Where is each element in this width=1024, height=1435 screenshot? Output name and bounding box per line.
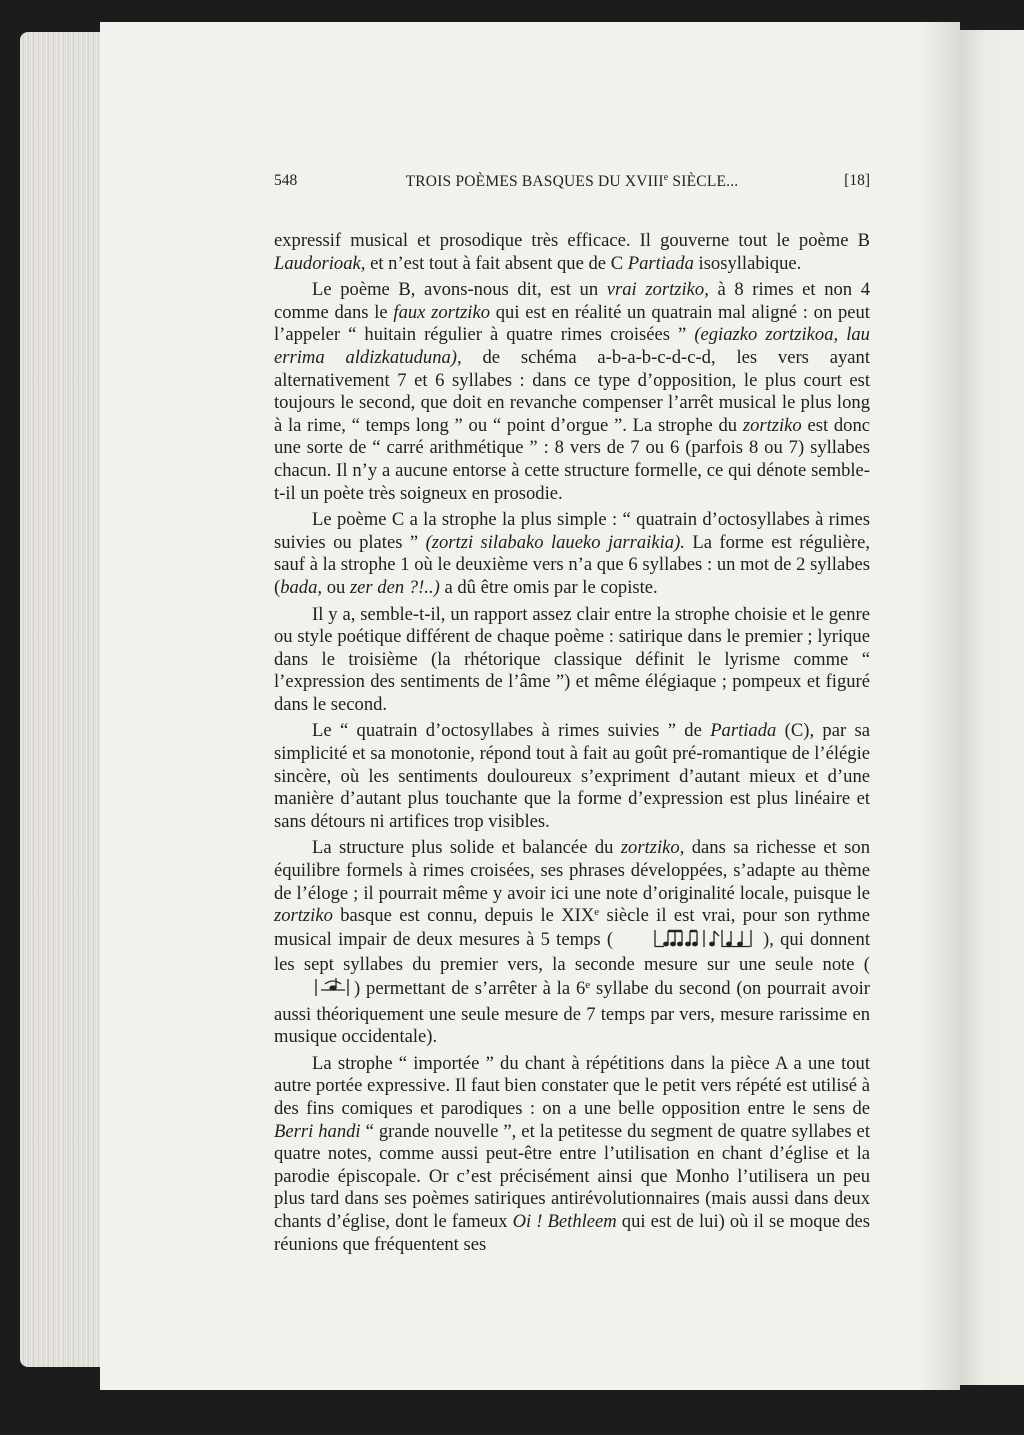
book-page-edges (20, 32, 112, 1367)
paragraph (274, 509, 870, 599)
italic-term: faux zortziko (393, 301, 491, 323)
text-run: isosyllabique. (693, 252, 802, 274)
text-run: basque est connu, depuis le XIX (332, 905, 595, 927)
text-run: siècle il est vrai, pour son rythme musical impair de deux mesures à 5 temps ( (274, 905, 870, 950)
text-run: syllabe du second (on pourrait avoir aussi théoriquement une seule mesure de 7 temps par vers, mesure rarissime en musique occidentale). (274, 978, 870, 1048)
text-run: ou (322, 576, 350, 598)
text-run: Le poème C a la strophe la plus simple : “ quatrain d’octosyllabes à rimes suivies ou plates ” (274, 509, 870, 553)
running-title: TROIS POÈMES BASQUES DU XVIIIe SIÈCLE... (405, 172, 739, 191)
text-run: dans sa richesse et son équilibre formels à rimes croisées, ses phrases développées, s’adapte au thème de l’éloge ; il pourrait même y avoir ici une note d’originalité locale, puisque le (274, 837, 870, 904)
italic-term: zortziko, (620, 837, 685, 859)
text-run: expressif musical et prosodique très efficace. Il gouverne tout le poème B (274, 230, 870, 251)
text-run: Il y a, semble-t-il, un rapport assez clair entre la strophe choisie et le genre ou style poétique différent de chaque poème : satirique dans le premier ; lyrique dans le troisième (la rhétorique classique définit le lyrisme comme “ l’expression des sentiments de l’âme ”) et même élégiaque ; pompeux et figuré dans le second. (274, 603, 870, 715)
running-header (274, 172, 870, 194)
italic-term: zortziko (742, 414, 802, 436)
italic-term: Partiada (710, 720, 777, 742)
text-run: à 8 rimes et non 4 comme dans le (274, 279, 871, 323)
body-text (274, 230, 870, 1260)
paragraph (274, 230, 870, 275)
facing-page (960, 30, 1024, 1385)
italic-term: Laudorioak, (274, 252, 366, 274)
superscript: e (594, 906, 600, 919)
music-note-icon (275, 977, 353, 1004)
paragraph (274, 837, 870, 1048)
text-run: Le “ quatrain d’octosyllabes à rimes suivies ” de (312, 720, 711, 742)
italic-term: Oi ! Bethleem (512, 1210, 617, 1232)
italic-term: bada, (280, 576, 323, 598)
text-run: qui est de lui) où il se moque des réunions que fréquentent ses (274, 1210, 870, 1255)
page-number: 548 (274, 172, 298, 189)
text-run: La structure plus solide et balancée du (312, 837, 621, 859)
text-run: Le poème B, avons-nous dit, est un (312, 279, 607, 301)
paragraph (274, 720, 870, 833)
text-run: de schéma a-b-a-b-c-d-c-d, les vers ayant alternativement 7 et 6 syllabes : dans ce type d’opposition, le plus court est toujours le second, que doit en revanche compenser l’arrêt musical le plus long à la rime, “ temps long ” ou “ point d’orgue ”. La strophe du (274, 346, 870, 436)
paragraph (274, 279, 870, 505)
text-run: est donc une sorte de “ carré arithmétique ” : 8 vers de 7 ou 6 (parfois 8 ou 7) syllabes chacun. Il n’y a aucune entorse à cette structure formelle, ce qui dénote semble-t-il un poète très soigneux en prosodie. (274, 414, 870, 504)
italic-term: vrai zortziko, (606, 279, 709, 301)
text-run: (C), par sa simplicité et sa monotonie, répond tout à fait au goût pré-romantique de l’élégie sincère, où les sentiments douloureux s’expriment d’autant mieux et d’une manière d’autant plus touchante que la forme d’expression est plus linéaire et sans détours ni artifices trop visibles. (274, 720, 870, 832)
paragraph (274, 604, 870, 717)
italic-term: zortziko (274, 905, 333, 927)
music-measures-icon (614, 928, 762, 955)
text-run: La strophe “ importée ” du chant à répétitions dans la pièce A a une tout autre portée expressive. Il faut bien constater que le petit vers répété est utilisé à des fins comiques et parodiques : on a une belle opposition entre le sens de (274, 1052, 870, 1119)
text-run: ) permettant de s’arrêter à la 6 (354, 978, 586, 999)
text-run: ), qui donnent les sept syllabes du premier vers, la seconde mesure sur une seule note ( (274, 928, 870, 976)
text-run: a dû être omis par le copiste. (439, 576, 658, 598)
text-run: La forme est régulière, sauf à la strophe 1 où le deuxième vers n’a que 6 syllabes : un mot de 2 syllabes ( (274, 531, 871, 598)
italic-term: Berri handi (274, 1120, 361, 1142)
italic-term: (egiazko zortzikoa, lau errima aldizkatuduna), (274, 324, 870, 368)
gutter-shadow (920, 22, 960, 1390)
paragraph (274, 1053, 870, 1256)
italic-term: zer den ?!..) (349, 576, 440, 598)
italic-term: (zortzi silabako laueko jarraikia). (425, 531, 685, 553)
italic-term: Partiada (627, 252, 694, 274)
superscript: e (585, 979, 591, 991)
text-run: “ grande nouvelle ”, et la petitesse du segment de quatre syllabes et quatre notes, comme aussi peut-être entre l’utilisation en chant d’église et la parodie épiscopale. Or c’est précisément ainsi que Monho l’utilisera un peu plus tard dans ses poèmes satiriques antirévolutionnaires (mais aussi dans deux chants d’église, dont le fameux (274, 1120, 870, 1232)
bracket-number: [18] (844, 172, 870, 189)
text-run: et n’est tout à fait absent que de C (365, 252, 628, 274)
text-run: qui est en réalité un quatrain mal aligné : on peut l’appeler “ huitain régulier à quatre rimes croisées ” (274, 301, 870, 346)
